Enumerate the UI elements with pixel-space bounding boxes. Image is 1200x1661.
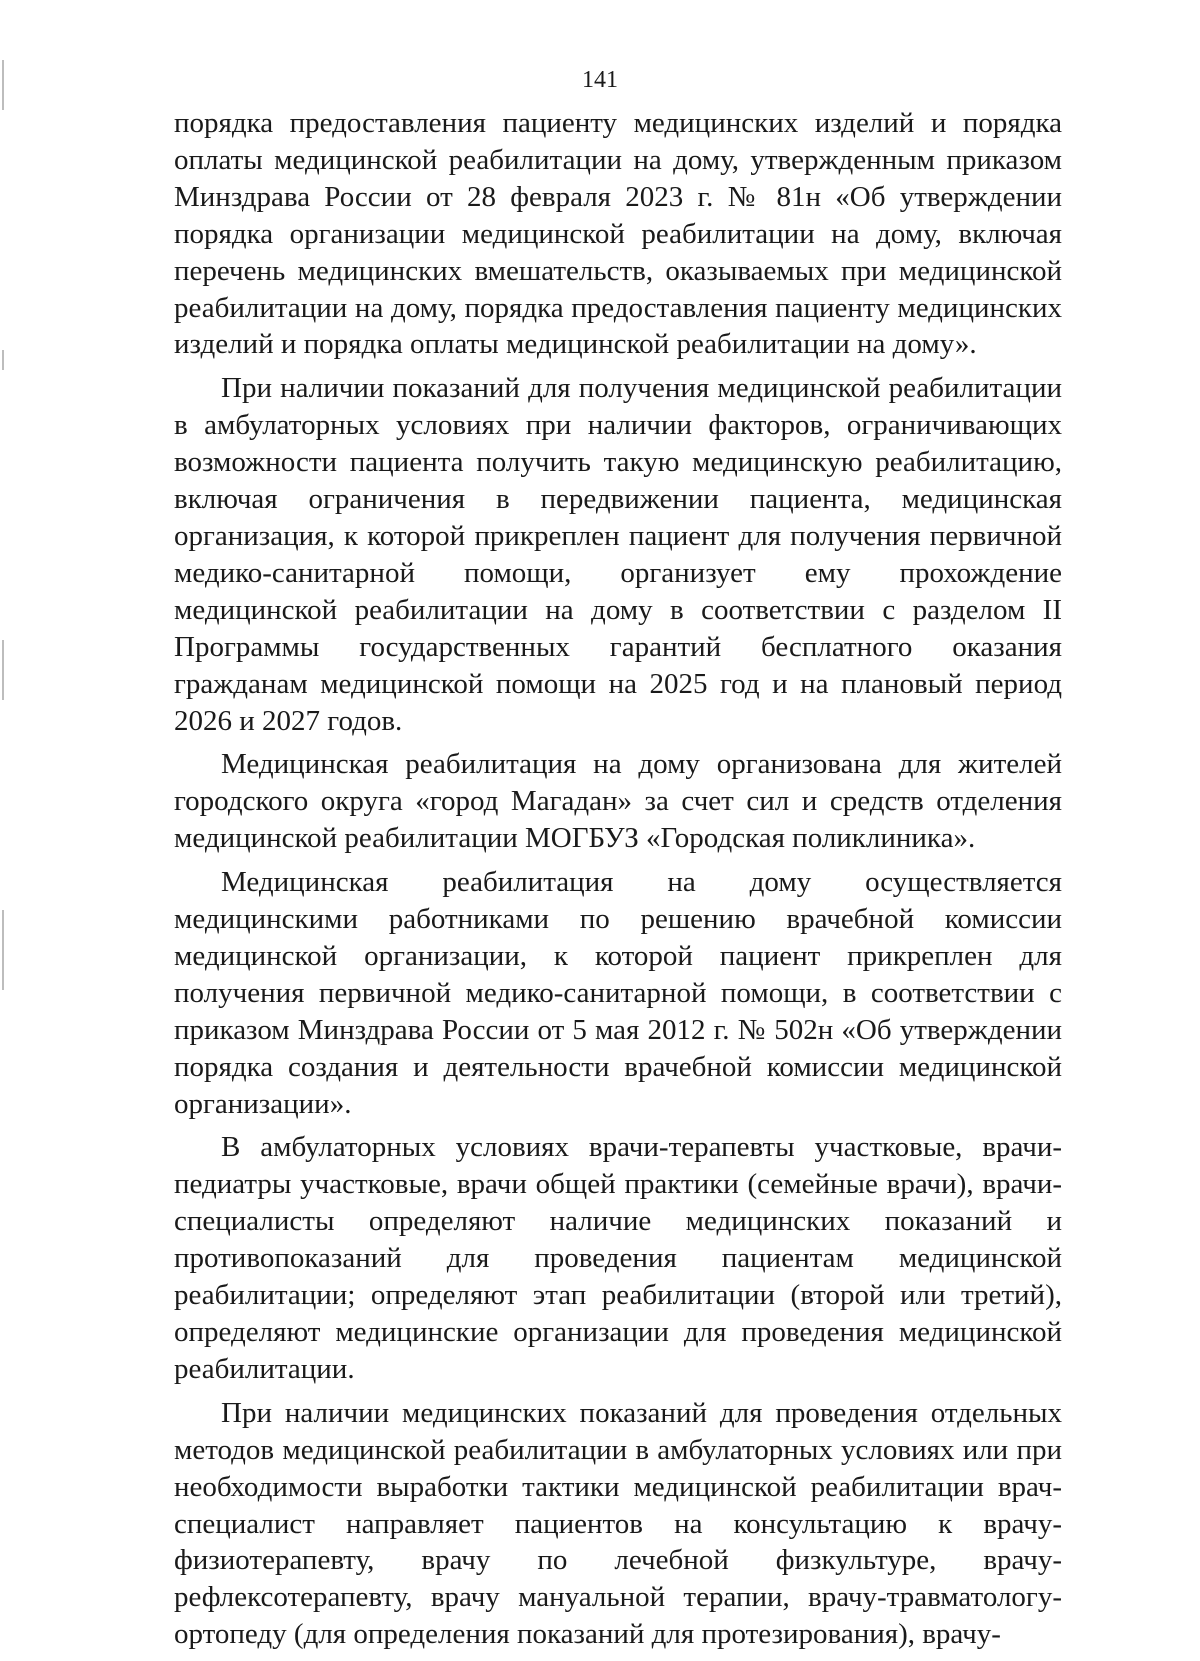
paragraph: При наличии показаний для получения медицинской реабилитации в амбулаторных условиях при наличии факторов, ограничивающих возможности пациента получить такую медицинскую реабилитацию, включая ограничения в передвижении пациента, медицинская организация, к которой прикреплен пациент для получения первичной медико-санитарной помощи, организует ему прохождение медицинской реабилитации на дому в соответствии с разделом II Программы государственных гарантий бесплатного оказания гражданам медицинской помощи на 2025 год и на плановый период 2026 и 2027 годов. (174, 372, 1062, 737)
paragraph: В амбулаторных условиях врачи-терапевты участковые, врачи-педиатры участковые, врачи общей практики (семейные врачи), врачи-специалисты определяют наличие медицинских показаний и противопоказаний для проведения пациентам медицинской реабилитации; определяют этап реабилитации (второй или третий), определяют медицинские организации для проведения медицинской реабилитации. (174, 1131, 1062, 1385)
paragraph: Медицинская реабилитация на дому организована для жителей городского округа «город Магадан» за счет сил и средств отделения медицинской реабилитации МОГБУЗ «Городская поликлиника». (174, 748, 1062, 855)
body-text (174, 105, 1062, 1653)
paragraph-continuation: порядка предоставления пациенту медицинских изделий и порядка оплаты медицинской реабилитации на дому, утвержденным приказом Минздрава России от 28 февраля 2023 г. № 81н «Об утверждении порядка организации медицинской реабилитации на дому, включая перечень медицинских вмешательств, оказываемых при медицинской реабилитации на дому, порядка предоставления пациенту медицинских изделий и порядка оплаты медицинской реабилитации на дому». (174, 107, 1062, 361)
scan-edge-mark (2, 350, 4, 370)
scan-edge-mark (2, 910, 4, 990)
paragraph: При наличии медицинских показаний для проведения отдельных методов медицинской реабилитации в амбулаторных условиях или при необходимости выработки тактики медицинской реабилитации врач-специалист направляет пациентов на консультацию к врачу-физиотерапевту, врачу по лечебной физкультуре, врачу-рефлексотерапевту, врачу мануальной терапии, врачу-травматологу-ортопеду (для определения показаний для протезирования), врачу- (174, 1396, 1062, 1651)
page-number: 141 (582, 67, 618, 93)
scan-edge-mark (2, 640, 4, 700)
paragraph: Медицинская реабилитация на дому осуществляется медицинскими работниками по решению врачебной комиссии медицинской организации, к которой пациент прикреплен для получения первичной медико-санитарной помощи, в соответствии с приказом Минздрава России от 5 мая 2012 г. № 502н «Об утверждении порядка создания и деятельности врачебной комиссии медицинской организации». (174, 866, 1062, 1120)
